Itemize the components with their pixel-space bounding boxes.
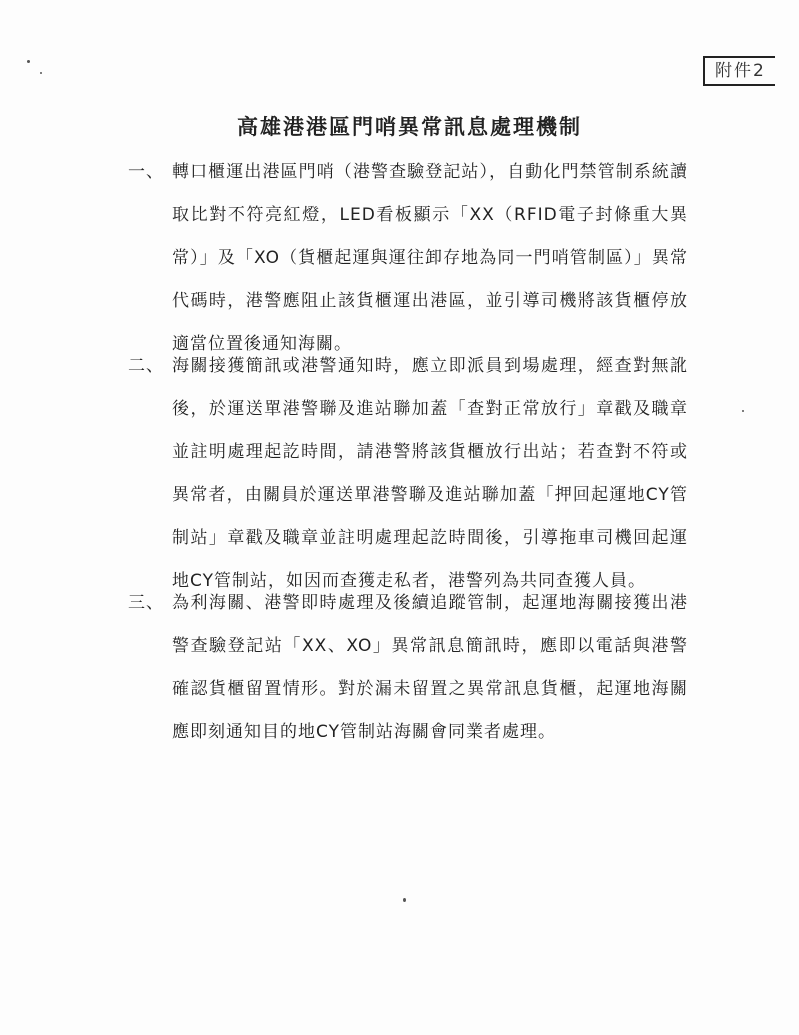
scan-speck (27, 60, 30, 63)
scan-speck (742, 410, 744, 412)
list-item-text: 海關接獲簡訊或港警通知時，應立即派員到場處理，經查對無訛後，於運送單港警聯及進站聯加蓋「查對正常放行」章戳及職章並註明處理起訖時間，請港警將該貨櫃放行出站；若查對不符或異常者，由關員於運送單港警聯及進站聯加蓋「押回起運地CY管制站」章戳及職章並註明處理起訖時間後，引導拖車司機回起運地CY管制站，如因而查獲走私者，港警列為共同查獲人員。 (172, 356, 688, 591)
list-item-2 (128, 345, 688, 603)
scan-speck (403, 898, 406, 902)
list-item-3 (128, 582, 688, 754)
list-item-marker: 一、 (128, 162, 164, 182)
list-item-1 (128, 151, 688, 366)
scan-speck (40, 72, 42, 74)
document-title: 高雄港港區門哨異常訊息處理機制 (237, 115, 582, 139)
list-item-text: 轉口櫃運出港區門哨（港警查驗登記站），自動化門禁管制系統讀取比對不符亮紅燈，LED看板顯示「XX（RFID電子封條重大異常）」及「XO（貨櫃起運與運往卸存地為同一門哨管制區）」異常代碼時，港警應阻止該貨櫃運出港區，並引導司機將該貨櫃停放適當位置後通知海關。 (172, 162, 688, 354)
list-item-marker: 三、 (128, 593, 164, 613)
list-item-text: 為利海關、港警即時處理及後續追蹤管制，起運地海關接獲出港警查驗登記站「XX、XO」異常訊息簡訊時，應即以電話與港警確認貨櫃留置情形。對於漏未留置之異常訊息貨櫃，起運地海關應即刻通知目的地CY管制站海關會同業者處理。 (172, 593, 688, 742)
list-item-marker: 二、 (128, 356, 164, 376)
attachment-label: 附件2 (703, 56, 775, 86)
